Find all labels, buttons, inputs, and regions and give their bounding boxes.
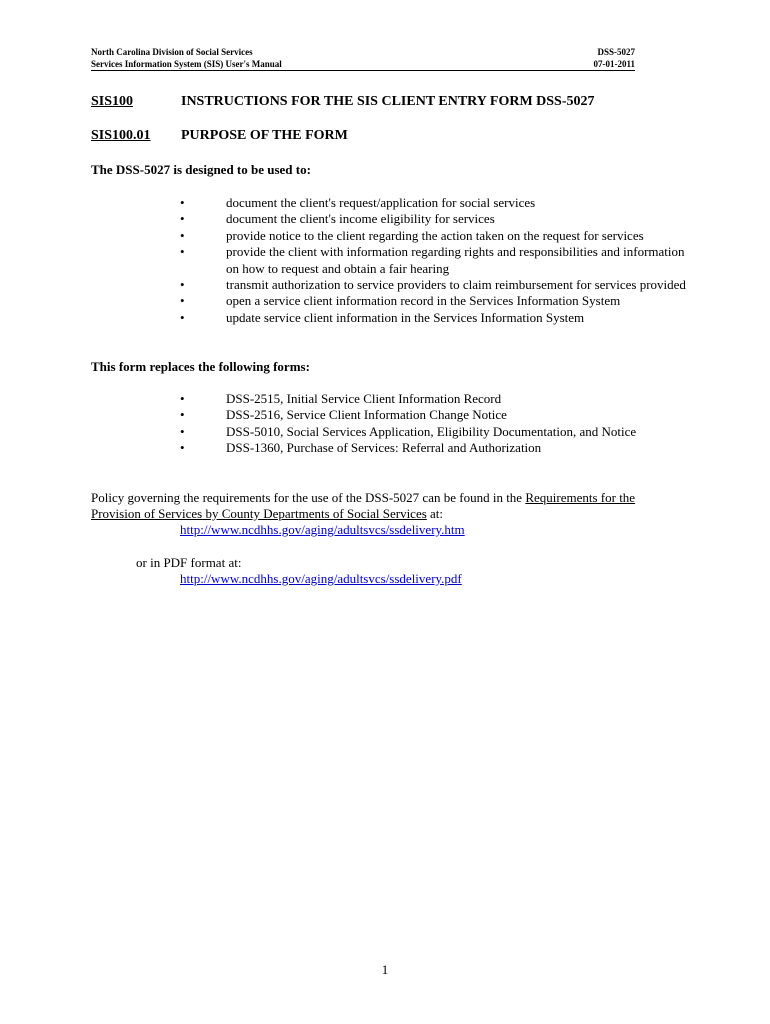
- policy-doc-title: Requirements for the Provision of Services by County Departments of Social Services: [91, 490, 636, 521]
- list-item: [180, 391, 686, 407]
- header-form-number: DSS-5027: [597, 47, 635, 57]
- bullet-icon: •: [180, 293, 185, 309]
- list-item-text: provide the client with information regarding rights and responsibilities and information on how to request and obtain a fair hearing: [226, 244, 685, 276]
- bullet-icon: •: [180, 227, 185, 243]
- policy-text-before: Policy governing the requirements for the use of the DSS-5027 can be found in the: [91, 490, 526, 505]
- list-item: [180, 407, 686, 423]
- section-heading-sis100-01: [91, 128, 348, 144]
- list-item-text: DSS-2516, Service Client Information Change Notice: [226, 407, 507, 423]
- bullet-icon: •: [180, 211, 185, 227]
- bullet-icon: •: [180, 391, 185, 406]
- section-title: PURPOSE OF THE FORM: [181, 128, 348, 143]
- list-item: [180, 211, 686, 227]
- list-item-text: update service client information in the Services Information System: [226, 309, 585, 325]
- header-date: 07-01-2011: [593, 59, 635, 69]
- bullet-icon: •: [180, 423, 185, 439]
- link-ssdelivery-pdf[interactable]: http://www.ncdhhs.gov/aging/adultsvcs/ssdelivery.pdf: [180, 571, 462, 586]
- list-item-text: DSS-2515, Initial Service Client Information Record: [226, 391, 502, 406]
- list-item: [180, 424, 686, 440]
- bullet-icon: •: [180, 440, 185, 456]
- designed-list: [180, 195, 686, 326]
- bullet-icon: •: [180, 195, 185, 210]
- list-item-text: document the client's request/application for social services: [226, 195, 536, 210]
- list-item-text: DSS-5010, Social Services Application, Eligibility Documentation, and Notice: [226, 423, 637, 439]
- section-code: SIS100.01: [91, 128, 151, 143]
- bullet-icon: •: [180, 244, 185, 260]
- page-number: 1: [381, 962, 389, 977]
- header-manual: Services Information System (SIS) User's Manual: [91, 59, 282, 69]
- list-item: [180, 244, 686, 277]
- list-item: [180, 293, 686, 309]
- replaces-list: [180, 391, 686, 457]
- list-item-text: transmit authorization to service providers to claim reimbursement for services provided: [226, 277, 686, 293]
- header-org: North Carolina Division of Social Services: [91, 47, 253, 57]
- bullet-icon: •: [180, 309, 185, 325]
- replaces-lead: This form replaces the following forms:: [91, 359, 310, 374]
- page-header: [91, 46, 635, 71]
- section-code: SIS100: [91, 94, 134, 109]
- link-ssdelivery-htm[interactable]: http://www.ncdhhs.gov/aging/adultsvcs/ssdelivery.htm: [180, 522, 465, 537]
- header-left: [91, 46, 282, 70]
- list-item-text: DSS-1360, Purchase of Services: Referral and Authorization: [226, 440, 542, 456]
- list-item: [180, 310, 686, 326]
- list-item: [180, 277, 686, 293]
- list-item: [180, 440, 686, 456]
- policy-paragraph: [91, 490, 681, 522]
- designed-lead: The DSS-5027 is designed to be used to:: [91, 162, 311, 177]
- section-title: INSTRUCTIONS FOR THE SIS CLIENT ENTRY FORM DSS-5027: [181, 94, 595, 109]
- list-item: [180, 228, 686, 244]
- list-item-text: document the client's income eligibility for services: [226, 211, 495, 227]
- header-right: [594, 46, 636, 70]
- bullet-icon: •: [180, 277, 185, 293]
- list-item-text: provide notice to the client regarding the action taken on the request for services: [226, 227, 644, 243]
- bullet-icon: •: [180, 407, 185, 423]
- section-heading-sis100: [91, 94, 595, 110]
- list-item: [180, 195, 686, 211]
- list-item-text: open a service client information record in the Services Information System: [226, 293, 621, 309]
- policy-text-after: at:: [426, 506, 444, 521]
- pdf-intro: or in PDF format at:: [136, 555, 242, 570]
